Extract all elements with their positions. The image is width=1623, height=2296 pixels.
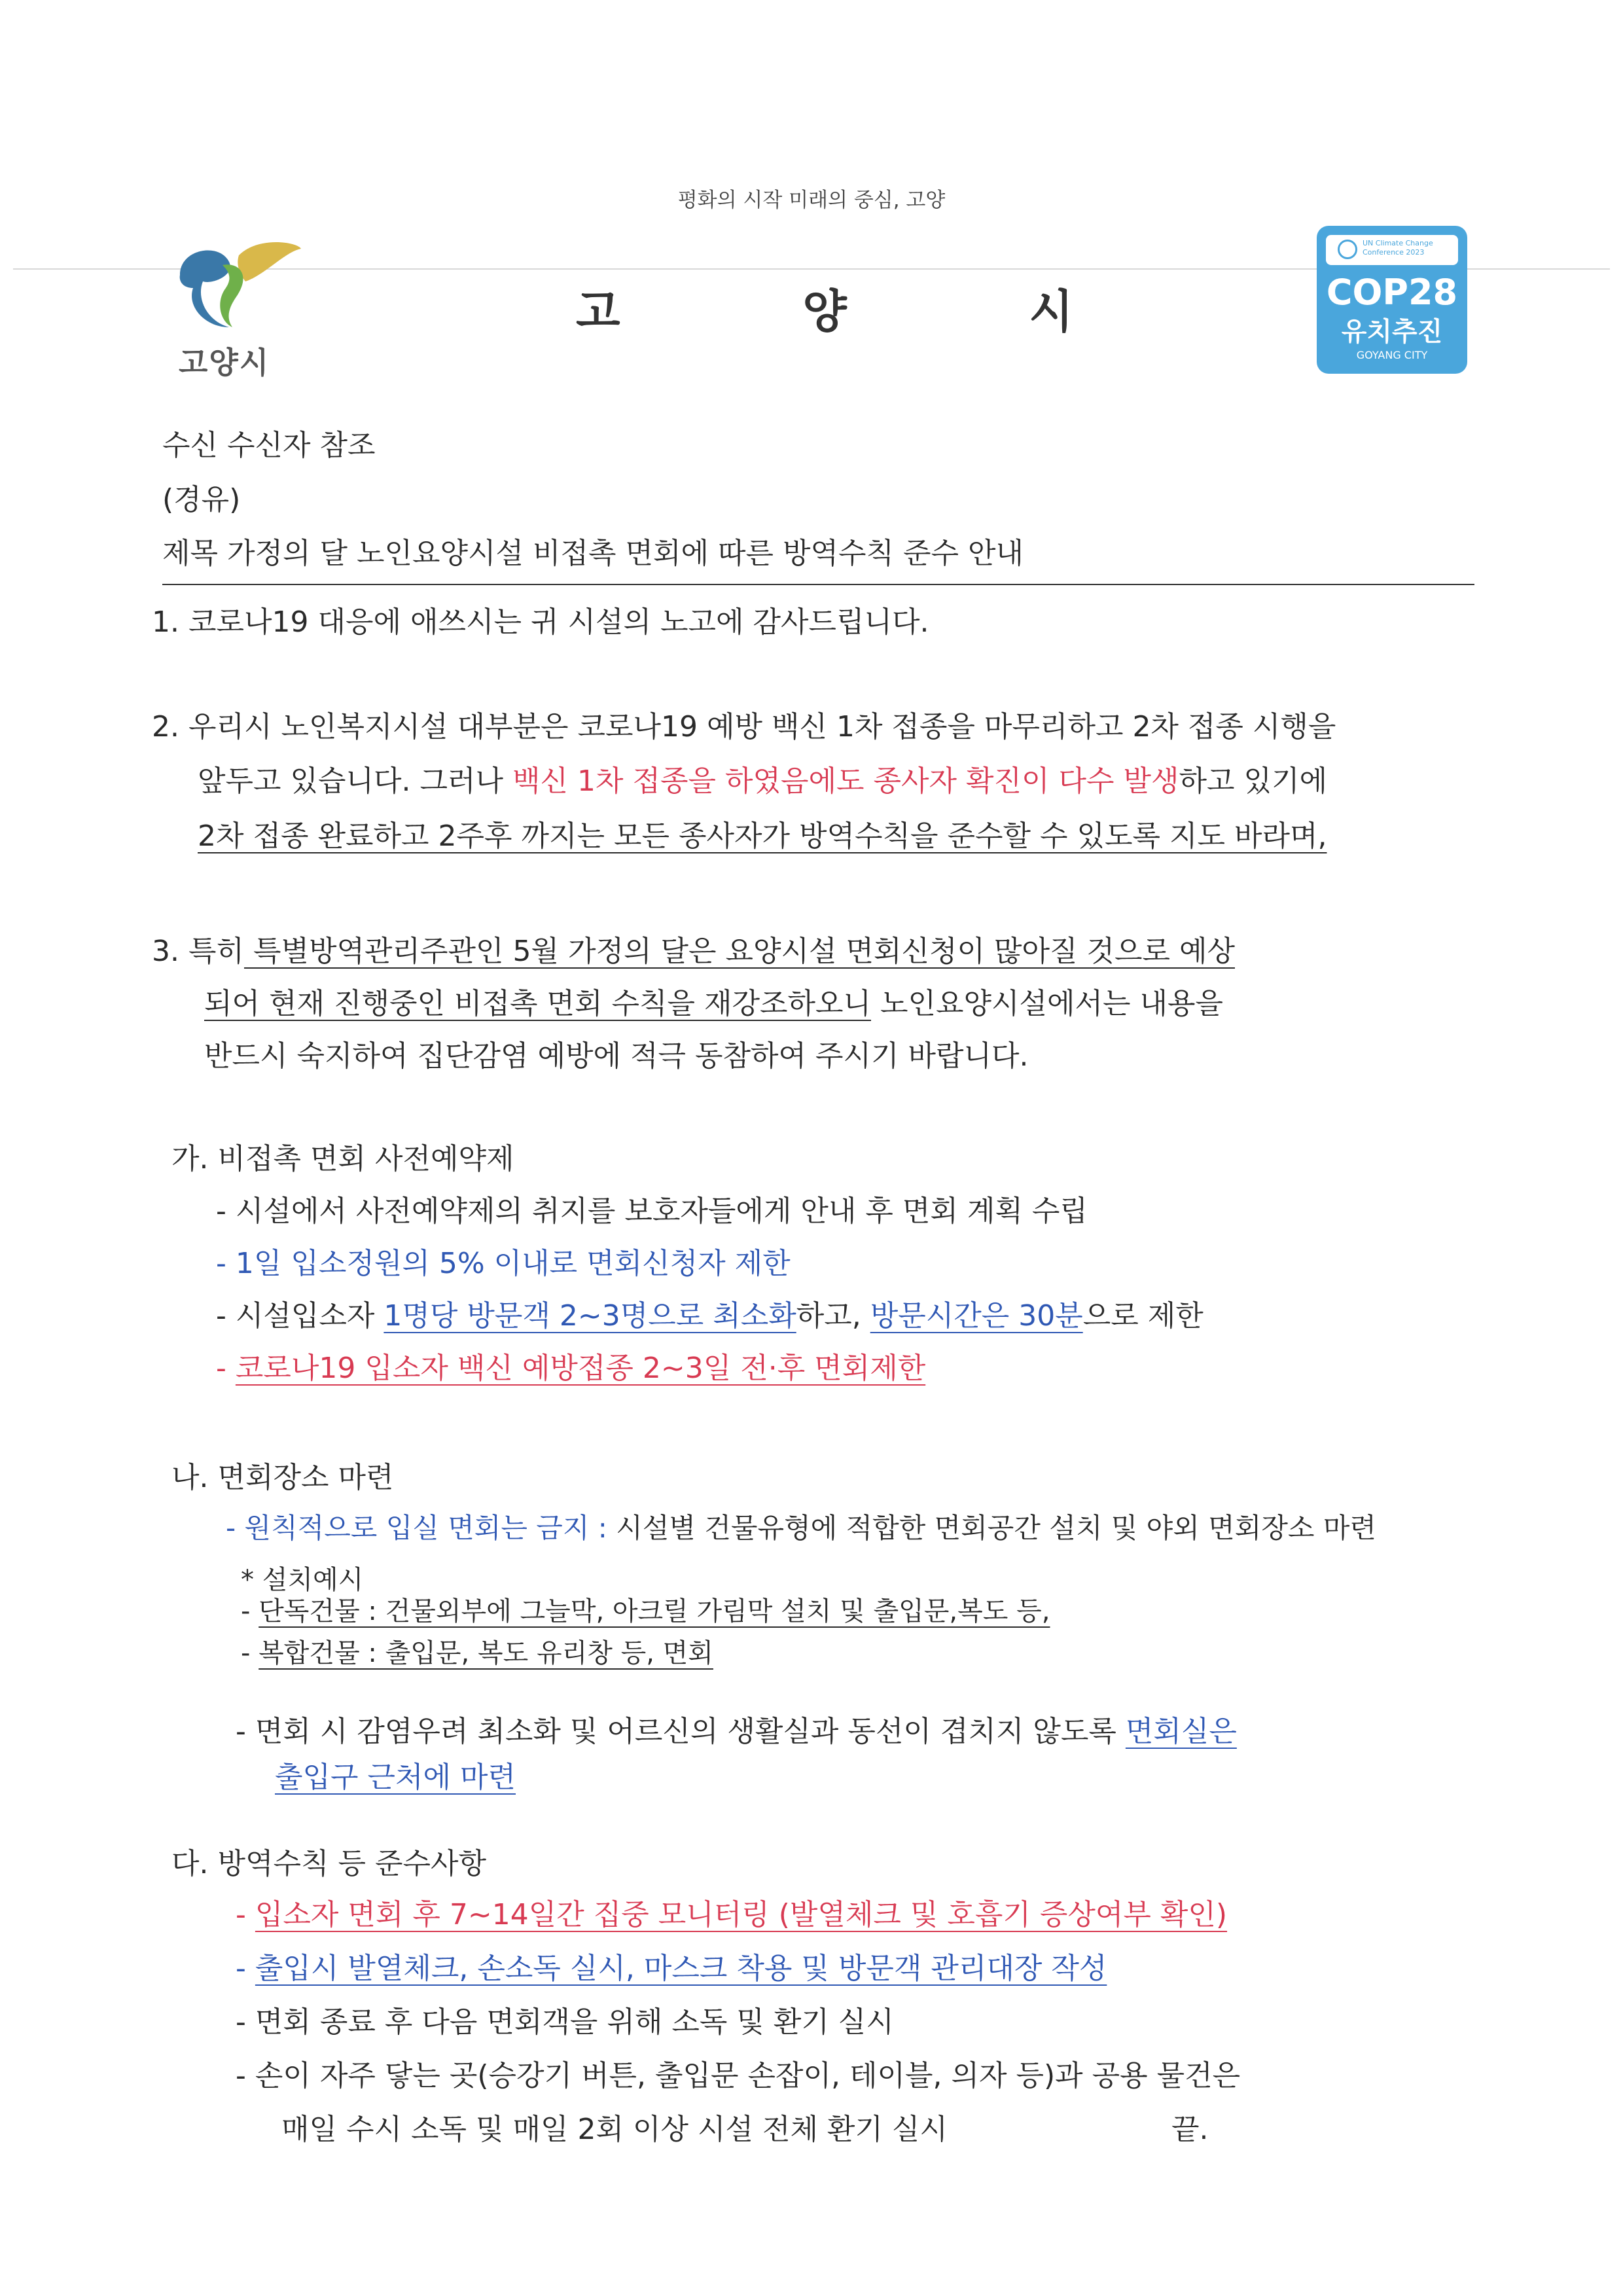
subject-divider xyxy=(162,584,1474,585)
end-mark: 끝. xyxy=(1171,2113,1209,2146)
section-da-item-3: - 면회 종료 후 다음 면회객을 위해 소독 및 환기 실시 xyxy=(236,2005,894,2039)
section-da-item-2: - 출입시 발열체크, 손소독 실시, 마스크 착용 및 방문객 관리대장 작성 xyxy=(236,1952,1107,1985)
org-char-1: 고 xyxy=(576,285,620,338)
section-da-item-5: 매일 수시 소독 및 매일 2회 이상 시설 전체 환기 실시 xyxy=(281,2113,948,2146)
un-climate-label xyxy=(1326,235,1458,265)
section-na-example-1: - 단독건물 : 건물외부에 그늘막, 아크릴 가림막 설치 및 출입문,복도 등, xyxy=(241,1596,1050,1626)
org-char-3: 시 xyxy=(1029,285,1073,338)
paragraph-3-line-3: 반드시 숙지하여 집단감염 예방에 적극 동참하여 주시기 바랍니다. xyxy=(204,1039,1029,1073)
un-line-1: UN Climate Change xyxy=(1363,239,1433,247)
emphasis-text: 백신 1차 접종을 하였음에도 종사자 확진이 다수 발생 xyxy=(512,764,1179,798)
section-ga-title: 가. 비접촉 면회 사전예약제 xyxy=(171,1142,514,1175)
badge-city: GOYANG CITY xyxy=(1356,349,1428,361)
goyang-logo xyxy=(167,236,311,380)
un-line-2: Conference 2023 xyxy=(1363,248,1425,257)
slogan: 평화의 시작 미래의 중심, 고양 xyxy=(677,188,946,212)
organization-name xyxy=(576,275,1073,341)
section-ga-item-1: - 시설에서 사전예약제의 취지를 보호자들에게 안내 후 면회 계획 수립 xyxy=(216,1194,1088,1228)
paragraph-2-line-1: 2. 우리시 노인복지시설 대부분은 코로나19 예방 백신 1차 접종을 마무리하고 2차 접종 시행을 xyxy=(152,710,1336,744)
section-na-title: 나. 면회장소 마련 xyxy=(171,1461,394,1494)
section-da-title: 다. 방역수칙 등 준수사항 xyxy=(171,1847,486,1880)
org-char-2: 양 xyxy=(802,285,847,338)
section-na-item-2-cont: 출입구 근처에 마련 xyxy=(275,1761,516,1794)
goyang-emblem-icon xyxy=(167,236,311,340)
badge-cop: COP28 xyxy=(1326,272,1458,313)
section-ga-item-4: - 코로나19 입소자 백신 예방접종 2~3일 전·후 면회제한 xyxy=(216,1352,926,1385)
paragraph-1: 1. 코로나19 대응에 애쓰시는 귀 시설의 노고에 감사드립니다. xyxy=(152,605,929,639)
via: (경유) xyxy=(162,483,241,516)
paragraph-3-line-2: 되어 현재 진행중인 비접촉 면회 수칙을 재강조하오니 노인요양시설에서는 내용을 xyxy=(204,987,1224,1020)
paragraph-2-line-3: 2차 접종 완료하고 2주후 까지는 모든 종사자가 방역수칙을 준수할 수 있도록 지도 바라며, xyxy=(198,819,1327,853)
logo-text: 고양시 xyxy=(179,345,270,380)
recipient: 수신 수신자 참조 xyxy=(162,429,376,462)
section-da-item-1: - 입소자 면회 후 7~14일간 집중 모니터링 (발열체크 및 호흡기 증상여부 확인) xyxy=(236,1898,1228,1931)
section-na-item-2: - 면회 시 감염우려 최소화 및 어르신의 생활실과 동선이 겹치지 않도록 면회실은 xyxy=(236,1715,1237,1748)
un-climate-icon xyxy=(1338,240,1357,259)
section-na-note: * 설치예시 xyxy=(241,1565,364,1595)
paragraph-3-line-1: 3. 특히 특별방역관리주관인 5월 가정의 달은 요양시설 면회신청이 많아질 것으로 예상 xyxy=(152,935,1235,968)
section-ga-item-2: - 1일 입소정원의 5% 이내로 면회신청자 제한 xyxy=(216,1247,791,1280)
paragraph-2-line-2: 앞두고 있습니다. 그러나 백신 1차 접종을 하였음에도 종사자 확진이 다수 발생하고 있기에 xyxy=(198,764,1327,798)
subject: 제목 가정의 달 노인요양시설 비접촉 면회에 따른 방역수칙 준수 안내 xyxy=(162,537,1024,570)
section-da-item-4: - 손이 자주 닿는 곳(승강기 버튼, 출입문 손잡이, 테이블, 의자 등)과 공용 물건은 xyxy=(236,2059,1241,2092)
section-na-item-1: - 원칙적으로 입실 면회는 금지 : 시설별 건물유형에 적합한 면회공간 설치 및 야외 면회장소 마련 xyxy=(226,1512,1376,1544)
section-ga-item-3: - 시설입소자 1명당 방문객 2~3명으로 최소화하고, 방문시간은 30분으로 제한 xyxy=(216,1299,1204,1333)
badge-promo: 유치추진 xyxy=(1341,317,1443,347)
cop28-badge xyxy=(1317,226,1467,374)
section-na-example-2: - 복합건물 : 출입문, 복도 유리창 등, 면회 xyxy=(241,1638,713,1668)
